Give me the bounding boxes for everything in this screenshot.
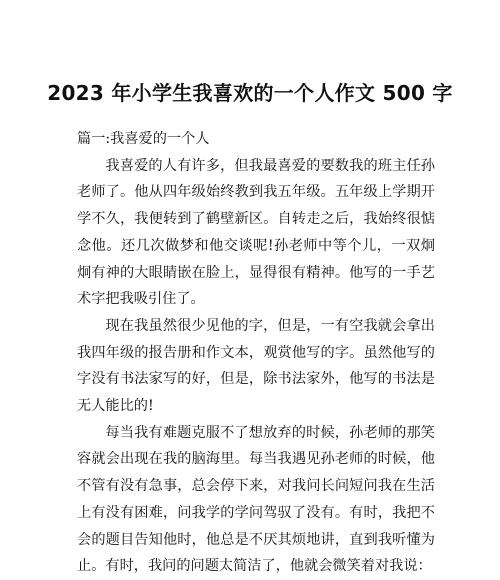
document-body: [77, 126, 435, 580]
paragraph-3: 每当我有难题克服不了想放弃的时候，孙老师的那笑容就会出现在我的脑海里。每当我遇见孙老师的时候，他不管有没有急事，总会停下来，对我问长问短问我在生活上有没有困难，问我学的学问驾驭了没有。有时，我把不会的题目告知他时，他总是不厌其烦地讲，直到我听懂为止。有时，我问的问题太简洁了，他就会微笑着对我说：: [77, 424, 435, 575]
document-title: 2023 年小学生我喜欢的一个人作文 500 字: [47, 81, 453, 105]
section-heading: 篇一:我喜爱的一个人: [77, 131, 210, 147]
paragraph-2: 现在我虽然很少见他的字，但是，一有空我就会拿出我四年级的报告册和作文本，观赏他写的字。虽然他写的字没有书法家写的好，但是，除书法家外，他写的书法是无人能比的!: [77, 317, 435, 415]
paragraph-1: 我喜爱的人有许多，但我最喜爱的要数我的班主任孙老师了。他从四年级始终教到我五年级。五年级上学期开学不久，我便转到了鹤壁新区。自转走之后，我始终很惦念他。还几次做梦和他交谈呢!孙老师中等个儿，一双炯炯有神的大眼睛嵌在脸上，显得很有精神。他写的一手艺术字把我吸引住了。: [77, 157, 435, 308]
